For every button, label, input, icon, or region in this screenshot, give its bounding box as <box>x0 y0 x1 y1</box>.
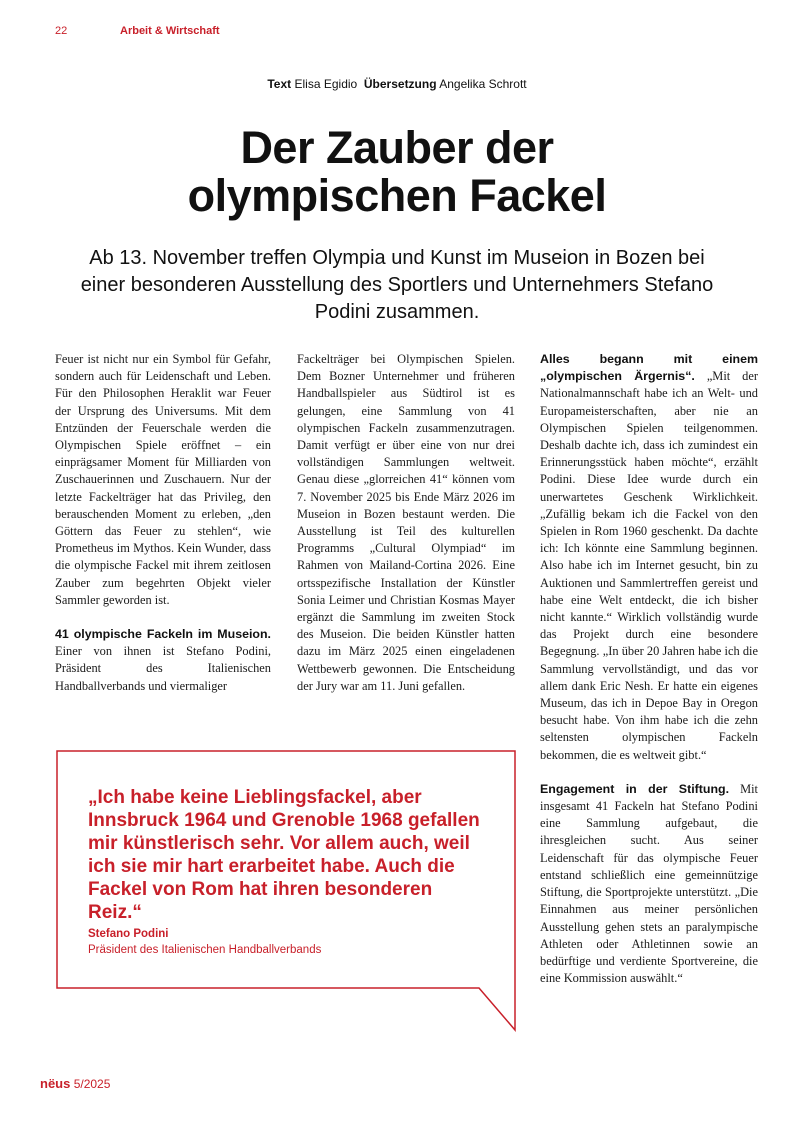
col3-paragraph-1-text: „Mit der Nationalmannschaft habe ich an Welt- und Europameisterschaften, aber nie an Olympischen Spielen teilgenommen. Deshalb dachte ich, dass ich zumindest ein Erinnerungsstück haben möchte“, erzählt Podini. Diese Idee wurde durch ein unerwartetes Geschenk Wirklichkeit. „Zufällig bekam ich die Fackel von den Spielen in Rom 1960 geschenkt. Da dachte ich: Ich könnte eine Sammlung beginnen. Also habe ich im Internet gesucht, bin zu Auktionen und Sammlertreffen gereist und habe eine Welt entdeckt, die ich bisher nicht kannte.“ Wirklich vollständig wurde das Projekt durch eine besondere Begegnung. „In über 20 Jahren habe ich die Sammlung vervollständigt, und das vor allem dank Eric Nesh. Er hatte ein eigenes Museum, das ich in Depoe Bay in Oregon besucht habe. Von ihm habe ich die zehn seltensten olympischen Fackeln bekommen, die es weltweit gibt.“ <box>540 369 758 762</box>
col3-subheading-1: Alles begann mit einem „olympischen Ärgernis“. <box>540 352 758 384</box>
section-title: Arbeit & Wirtschaft <box>120 25 220 37</box>
col1-subheading: 41 olympische Fackeln im Museion. <box>55 627 271 642</box>
col3-subheading-2: Engagement in der Stiftung. <box>540 781 730 796</box>
credits-translator: Angelika Schrott <box>439 77 527 91</box>
article-lead: Ab 13. November treffen Olympia und Kunst im Museion in Bozen bei einer besonderen Ausstellung des Sportlers und Unternehmers Stefano Podini zusammen. <box>80 247 714 323</box>
column-1 <box>55 351 271 695</box>
page-number: 22 <box>55 25 68 37</box>
article-title <box>60 124 734 220</box>
column-3 <box>540 351 758 987</box>
credits-author: Elisa Egidio <box>294 77 358 91</box>
magazine-logo: nëus <box>40 1076 71 1091</box>
column-2 <box>297 351 515 695</box>
quote-author: Stefano Podini <box>88 928 169 940</box>
col1-paragraph-2 <box>55 626 271 695</box>
col2-paragraph-1: Fackelträger bei Olympischen Spielen. Dem Bozner Unternehmer und früheren Handballspieler aus Südtirol ist es gelungen, eine Sammlung von 41 olympischen Fackeln zusammenzutragen. Damit verfügt er über eine von nur drei vollständigen Sammlungen weltweit. Genau diese „glorreichen 41“ können vom 7. November 2025 bis Ende März 2026 im Museion in Bozen bestaunt werden. Die Ausstellung ist Teil des kulturellen Programms „Cultural Olympiad“ im Rahmen von Mailand-Cortina 2026. Eine ortsspezifische Installation der Künstler Sonia Leimer und Christian Kosmas Mayer ergänzt die Sammlung im zweiten Stock des Museion. Die beiden Künstler hatten dazu im März 2025 einen eingeladenen Wettbewerb gewonnen. Die Entscheidung der Jury war am 11. Juni gefallen. <box>297 352 515 693</box>
credits <box>0 77 794 91</box>
pull-quote: „Ich habe keine Lieblingsfackel, aber Innsbruck 1964 und Grenoble 1968 gefallen mir künstlerisch sehr. Vor allem auch, weil ich sie mir hart erarbeitet habe. Auch die Fackel von Rom hat ihren besonderen Reiz.“ <box>88 787 480 923</box>
col3-paragraph-2 <box>540 781 758 987</box>
col1-paragraph-2-text: Einer von ihnen ist Stefano Podini, Präsident des Italienischen Handballverbands und viermaliger <box>55 644 271 693</box>
col3-paragraph-2-text: Mit insgesamt 41 Fackeln hat Stefano Podini eine Sammlung aufgebaut, die ihresgleichen sucht. Aus seiner Leidenschaft für das olympische Feuer entstand schließlich eine gemeinnützige Stiftung, die Sportprojekte unterstützt. „Die Einnahmen aus meiner persönlichen Ausstellung gehen stets an paralympische Athleten oder Athletinnen sowie an bedürftige und verdiente Sportvereine, die eine Kommission auswählt.“ <box>540 781 758 986</box>
issue-number: 5/2025 <box>73 1077 111 1091</box>
quote-author-role: Präsident des Italienischen Handballverbands <box>88 944 322 956</box>
credits-text-label: Text <box>267 77 292 91</box>
credits-translation-label: Übersetzung <box>363 77 437 91</box>
col1-paragraph-1: Feuer ist nicht nur ein Symbol für Gefahr, sondern auch für Leidenschaft und Leben. Für den Philosophen Heraklit war Feuer der Ursprung des Universums. Mit dem Entzünden der Feuerschale werden die Olympischen Spiele eröffnet – ein einprägsamer Moment für Milliarden von Zuschauerinnen und Zuschauern. Nur der letzte Fackelträger hat das Privileg, den berauschenden Moment zu erleben, „den Göttern das Feuer zu stehlen“, wie Prometheus im Mythos. Kein Wunder, dass die olympische Fackel mit ihrem zeitlosen Zauber zum begehrten Objekt vieler Sammler geworden ist. <box>55 352 271 607</box>
title-line-1: Der Zauber der <box>240 122 554 173</box>
col3-paragraph-1 <box>540 351 758 764</box>
title-line-2: olympischen Fackel <box>187 170 607 221</box>
footer <box>40 1076 110 1091</box>
